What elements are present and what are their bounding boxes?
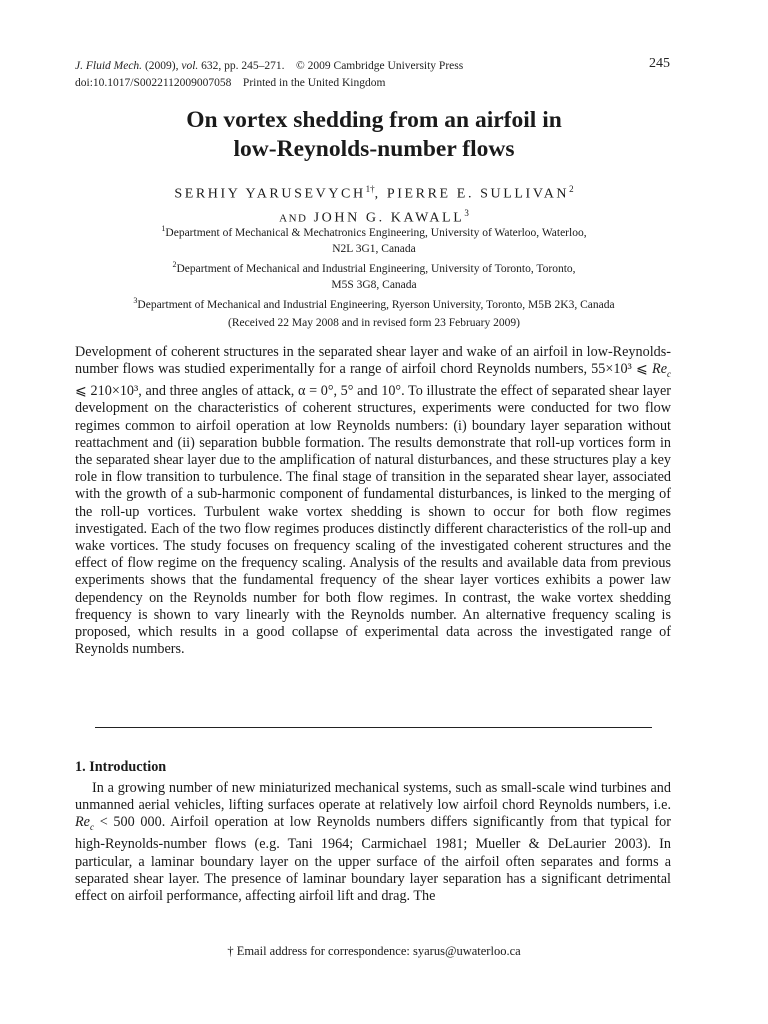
author-mark: 3 <box>464 207 469 218</box>
abstract-text: Development of coherent structures in the separated shear layer and wake of an airfoil in low-Reynolds-number flows was studied experimentally for a range of airfoil chord Reynolds numbers, 55×10³ ⩽ <box>75 344 671 378</box>
body-text: < 500 000. Airfoil operation at low Reynolds numbers differs significantly from that typical for high-Reynolds-number flows (e.g. Tani 1964; Carmichael 1981; Mueller & DeLaurier 2003). In particular, a laminar boundary layer on the upper surface of the airfoil often separates and forms a separated shear layer. The presence of laminar boundary layer separation has a significant detrimental effect on airfoil performance, affecting airfoil lift and drag. The <box>75 814 671 905</box>
volume-pages: 632, pp. 245–271. <box>201 60 285 72</box>
introduction-paragraph <box>75 780 671 905</box>
affiliation-mark: 3 <box>133 295 138 305</box>
affiliation-mark: 2 <box>172 259 177 269</box>
affiliation-1 <box>74 221 674 241</box>
journal-year: (2009), <box>144 60 179 72</box>
paper-title <box>74 106 674 164</box>
abstract <box>75 344 671 658</box>
title-line-1: On vortex shedding from an airfoil in <box>186 107 562 133</box>
abstract-text: ⩽ 210×10³, and three angles of attack, α = 0°, 5° and 10°. To illustrate the effect of separated shear layer development on the characteristics of coherent structures, experiments were conducted for two flow regimes common to airfoil operation at low Reynolds numbers: (i) boundary layer separation without reattachment and (ii) separation bubble formation. The results demonstrate that roll-up vortices form in the separated shear layer due to the amplification of natural disturbances, and these structures play a key role in flow transition to turbulence. The final stage of transition in the separated shear layer, associated with the growth of a sub-harmonic component of fundamental disturbances, is linked to the merging of the roll-up vortices. Turbulent wake vortex shedding is shown to occur for both flow regimes investigated. Each of the two flow regimes produces distinctly different characteristics of the roll-up and wake vortices. The study focuses on frequency scaling of the investigated coherent structures and the effect of flow regime on the frequency scaling. Analysis of the results and available data from previous experiments shows that the fundamental frequency of the shear layer vortices exhibits a power law dependency on the Reynolds number for both flow regimes. In contrast, the wake vortex shedding frequency is shown to vary linearly with the Reynolds number. An alternative frequency scaling is proposed, which results in a good collapse of experimental data across the investigated range of Reynolds numbers. <box>75 383 671 658</box>
affiliation-3 <box>74 293 674 313</box>
affiliation-text: Department of Mechanical and Industrial Engineering, Ryerson University, Toronto, M5B 2K3, Canada <box>137 298 615 311</box>
title-line-2: low-Reynolds-number flows <box>233 136 515 162</box>
affiliation-2 <box>74 257 674 277</box>
affiliation-1-cont: N2L 3G1, Canada <box>332 242 416 255</box>
section-heading-introduction: 1. Introduction <box>75 759 167 775</box>
citation-line <box>75 58 463 75</box>
author-conjunction: AND <box>279 212 308 225</box>
author-mark: 2 <box>569 184 574 194</box>
affiliation-text: Department of Mechanical and Industrial Engineering, University of Toronto, Toronto, <box>176 262 576 275</box>
author-name: SERHIY YARUSEVYCH <box>174 186 366 202</box>
reynolds-symbol: Re <box>652 361 667 378</box>
reynolds-subscript: c <box>89 822 94 833</box>
affiliation-mark: 1 <box>161 224 166 233</box>
affiliation-text: Department of Mechanical & Mechatronics Engineering, University of Waterloo, Waterloo, <box>165 226 587 239</box>
journal-name: J. Fluid Mech. <box>75 60 143 72</box>
page-number: 245 <box>649 56 670 71</box>
author-name: PIERRE E. SULLIVAN <box>386 186 570 202</box>
doi-line: doi:10.1017/S0022112009007058 Printed in the United Kingdom <box>75 77 386 89</box>
affiliations <box>74 221 674 312</box>
body-text: In a growing number of new miniaturized mechanical systems, such as small-scale wind turbines and unmanned aerial vehicles, lifting surfaces operate at relatively low airfoil chord Reynolds numbers, i.e. <box>75 780 671 814</box>
authors-line-1 <box>74 180 674 204</box>
copyright-notice: © 2009 Cambridge University Press <box>296 60 464 72</box>
volume-label: vol. <box>181 60 199 72</box>
correspondence-footnote: † Email address for correspondence: syarus@uwaterloo.ca <box>227 944 521 958</box>
affiliation-2-cont: M5S 3G8, Canada <box>331 278 417 291</box>
author-mark: 1† <box>365 184 375 194</box>
journal-citation <box>75 58 463 92</box>
section-divider <box>95 727 652 728</box>
author-separator: , <box>374 186 387 202</box>
author-name: JOHN G. KAWALL <box>313 210 465 226</box>
reynolds-symbol: Re <box>75 814 90 831</box>
received-dates: (Received 22 May 2008 and in revised form 23 February 2009) <box>228 317 520 329</box>
reynolds-subscript: c <box>667 369 671 380</box>
